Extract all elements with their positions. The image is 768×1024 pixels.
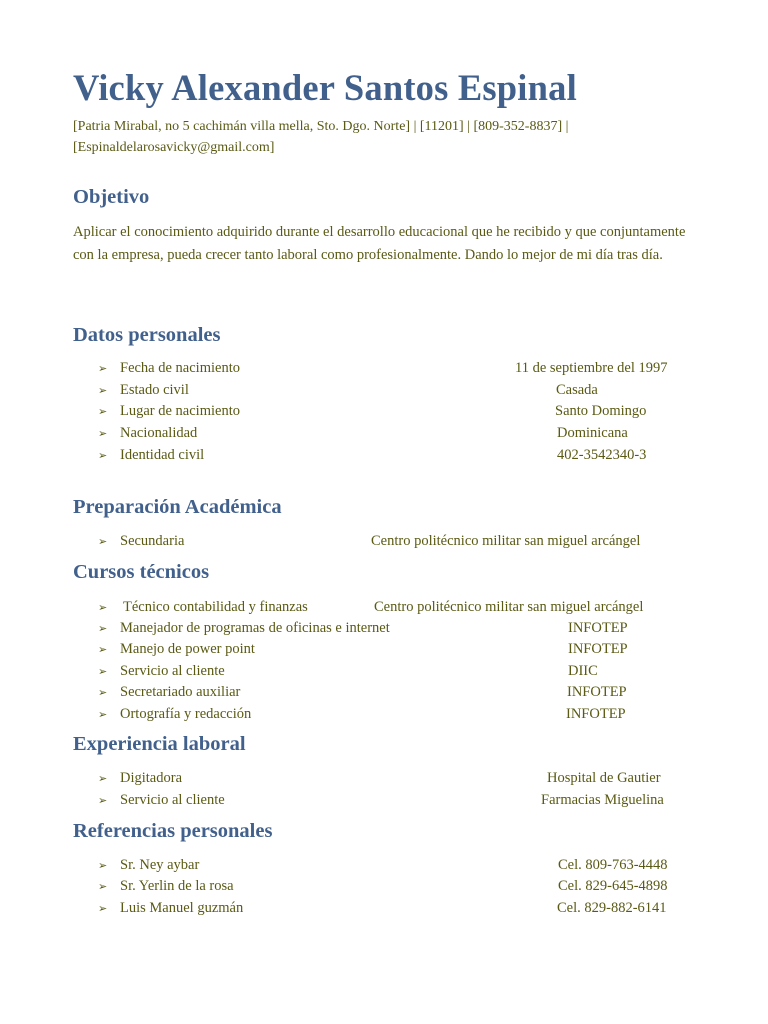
item-value: Farmacias Miguelina xyxy=(541,792,664,808)
list-item xyxy=(98,531,703,552)
arrowhead-bullet-icon: ➢ xyxy=(98,794,108,807)
item-label: Nacionalidad xyxy=(120,425,198,441)
item-label: Digitadora xyxy=(120,770,183,786)
section-title-datos-personales: Datos personales xyxy=(73,324,221,346)
item-label: Lugar de nacimiento xyxy=(120,403,240,419)
item-value: Dominicana xyxy=(557,425,628,441)
list-item xyxy=(98,855,703,876)
item-label: Ortografía y redacción xyxy=(120,706,252,722)
item-value: Casada xyxy=(556,382,598,398)
item-value: INFOTEP xyxy=(568,620,628,636)
item-value: Cel. 829-645-4898 xyxy=(558,878,668,894)
arrowhead-bullet-icon: ➢ xyxy=(98,535,108,548)
arrowhead-bullet-icon: ➢ xyxy=(98,449,108,462)
list-item xyxy=(98,682,703,703)
arrowhead-bullet-icon: ➢ xyxy=(98,902,108,915)
list-item xyxy=(98,358,703,379)
arrowhead-bullet-icon: ➢ xyxy=(98,362,108,375)
list-item xyxy=(98,768,703,789)
section-title-cursos-tecnicos: Cursos técnicos xyxy=(73,561,210,583)
list-item xyxy=(98,639,703,660)
item-value: INFOTEP xyxy=(567,684,627,700)
item-label: Sr. Yerlin de la rosa xyxy=(120,878,234,894)
item-value: INFOTEP xyxy=(568,641,628,657)
list-item xyxy=(98,661,703,682)
item-label: Secretariado auxiliar xyxy=(120,684,241,700)
item-label: Identidad civil xyxy=(120,447,205,463)
item-label: Estado civil xyxy=(120,382,189,398)
arrowhead-bullet-icon: ➢ xyxy=(98,859,108,872)
arrowhead-bullet-icon: ➢ xyxy=(98,686,108,699)
list-item xyxy=(98,898,703,919)
candidate-name: Vicky Alexander Santos Espinal xyxy=(73,67,577,108)
contact-info xyxy=(73,116,673,158)
arrowhead-bullet-icon: ➢ xyxy=(98,643,108,656)
item-label: Manejador de programas de oficinas e internet xyxy=(120,620,390,636)
item-value: INFOTEP xyxy=(566,706,626,722)
arrowhead-bullet-icon: ➢ xyxy=(98,384,108,397)
item-label: Fecha de nacimiento xyxy=(120,360,240,376)
contact-email-line: [Espinaldelarosavicky@gmail.com] xyxy=(73,140,275,155)
objective-text: Aplicar el conocimiento adquirido durante el desarrollo educacional que he recibido y que conjuntamente con la empresa, pueda crecer tanto laboral como profesionalmente. Dando lo mejor de mi día tras día. xyxy=(73,224,686,263)
item-value: Santo Domingo xyxy=(555,403,647,419)
arrowhead-bullet-icon: ➢ xyxy=(98,427,108,440)
item-value: 402-3542340-3 xyxy=(557,447,647,463)
item-label: Sr. Ney aybar xyxy=(120,857,200,873)
arrowhead-bullet-icon: ➢ xyxy=(98,405,108,418)
list-item xyxy=(98,445,703,466)
arrowhead-bullet-icon: ➢ xyxy=(98,665,108,678)
item-value: Cel. 829-882-6141 xyxy=(557,900,667,916)
item-value: DIIC xyxy=(568,663,598,679)
contact-address-line: [Patria Mirabal, no 5 cachimán villa mella, Sto. Dgo. Norte] | [11201] | [809-352-8837] | xyxy=(73,119,569,134)
section-title-referencias-personales: Referencias personales xyxy=(73,820,273,842)
list-item xyxy=(98,423,703,444)
section-title-experiencia-laboral: Experiencia laboral xyxy=(73,733,246,755)
item-value: 11 de septiembre del 1997 xyxy=(515,360,668,376)
list-item xyxy=(98,618,703,639)
list-item xyxy=(98,704,703,725)
item-value: Centro politécnico militar san miguel arcángel xyxy=(371,533,641,549)
arrowhead-bullet-icon: ➢ xyxy=(98,772,108,785)
list-item xyxy=(98,380,703,401)
arrowhead-bullet-icon: ➢ xyxy=(98,622,108,635)
item-value: Centro politécnico militar san miguel arcángel xyxy=(374,599,644,615)
arrowhead-bullet-icon: ➢ xyxy=(98,601,108,614)
list-item xyxy=(98,597,703,618)
item-label: Técnico contabilidad y finanzas xyxy=(123,599,308,615)
arrowhead-bullet-icon: ➢ xyxy=(98,708,108,721)
item-label: Servicio al cliente xyxy=(120,663,225,679)
item-value: Hospital de Gautier xyxy=(547,770,661,786)
item-label: Secundaria xyxy=(120,533,185,549)
arrowhead-bullet-icon: ➢ xyxy=(98,880,108,893)
list-item xyxy=(98,790,703,811)
list-item xyxy=(98,401,703,422)
section-title-preparacion-academica: Preparación Académica xyxy=(73,496,282,518)
item-label: Servicio al cliente xyxy=(120,792,225,808)
section-title-objetivo: Objetivo xyxy=(73,186,150,208)
item-label: Luis Manuel guzmán xyxy=(120,900,244,916)
item-value: Cel. 809-763-4448 xyxy=(558,857,668,873)
item-label: Manejo de power point xyxy=(120,641,255,657)
list-item xyxy=(98,876,703,897)
